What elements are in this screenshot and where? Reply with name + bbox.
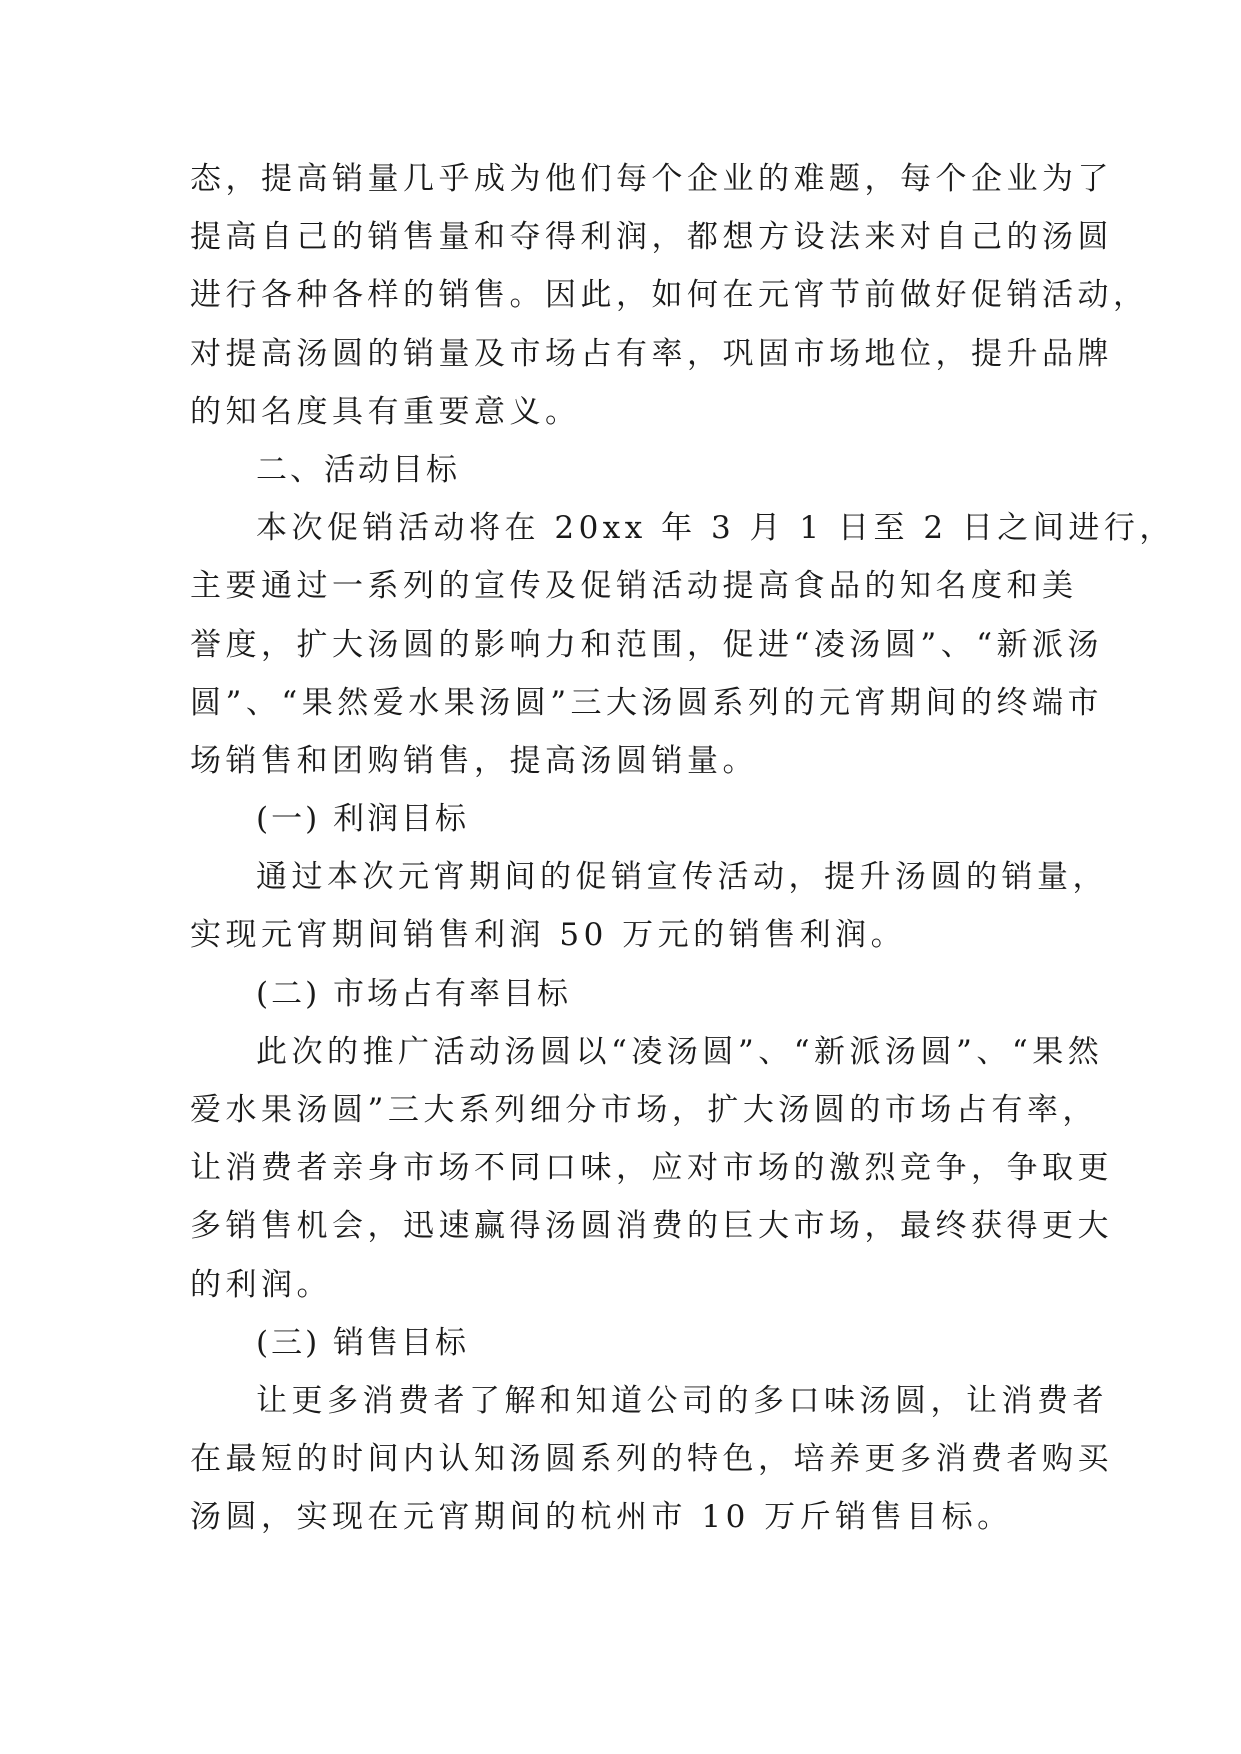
document-body	[190, 150, 1175, 1547]
subheading-sales-goal: (三) 销售目标	[256, 1324, 470, 1361]
paragraph-line: 进行各种各样的销售。因此，如何在元宵节前做好促销活动，	[190, 277, 1149, 314]
paragraph-line: 多销售机会，迅速赢得汤圆消费的巨大市场，最终获得更大	[190, 1208, 1113, 1245]
paragraph-line: 汤圆，实现在元宵期间的杭州市 10 万斤销售目标。	[190, 1499, 1013, 1536]
section-heading-activity-goals: 二、活动目标	[256, 451, 460, 488]
paragraph-line: 实现元宵期间销售利润 50 万元的销售利润。	[190, 917, 907, 954]
paragraph-line: 提高自己的销售量和夺得利润，都想方设法来对自己的汤圆	[190, 219, 1113, 256]
paragraph-line: 态，提高销量几乎成为他们每个企业的难题，每个企业为了	[190, 161, 1113, 197]
paragraph-line: 主要通过一系列的宣传及促销活动提高食品的知名度和美	[190, 568, 1078, 605]
paragraph-line: 圆”、“果然爱水果汤圆”三大汤圆系列的元宵期间的终端市	[190, 684, 1104, 721]
paragraph-line: 的知名度具有重要意义。	[190, 393, 581, 430]
paragraph-line: 对提高汤圆的销量及市场占有率，巩固市场地位，提升品牌	[190, 335, 1113, 372]
subheading-profit-goal: (一) 利润目标	[256, 801, 470, 838]
paragraph-line: 让更多消费者了解和知道公司的多口味汤圆，让消费者	[256, 1382, 1108, 1419]
paragraph-line: 场销售和团购销售，提高汤圆销量。	[190, 742, 758, 779]
paragraph-line: 通过本次元宵期间的促销宣传活动，提升汤圆的销量，	[256, 859, 1108, 896]
paragraph-line: 爱水果汤圆”三大系列细分市场，扩大汤圆的市场占有率，	[190, 1092, 1098, 1128]
subheading-market-share-goal: (二) 市场占有率目标	[256, 975, 572, 1012]
paragraph-line: 本次促销活动将在 20xx 年 3 月 1 日至 2 日之间进行，	[256, 510, 1175, 547]
paragraph-line: 誉度，扩大汤圆的影响力和范围，促进“凌汤圆”、“新派汤	[190, 626, 1104, 663]
paragraph-line: 的利润。	[190, 1266, 332, 1303]
paragraph-line: 让消费者亲身市场不同口味，应对市场的激烈竞争，争取更	[190, 1150, 1113, 1187]
paragraph-line: 此次的推广活动汤圆以“凌汤圆”、“新派汤圆”、“果然	[256, 1033, 1104, 1070]
paragraph-line: 在最短的时间内认知汤圆系列的特色，培养更多消费者购买	[190, 1441, 1113, 1478]
